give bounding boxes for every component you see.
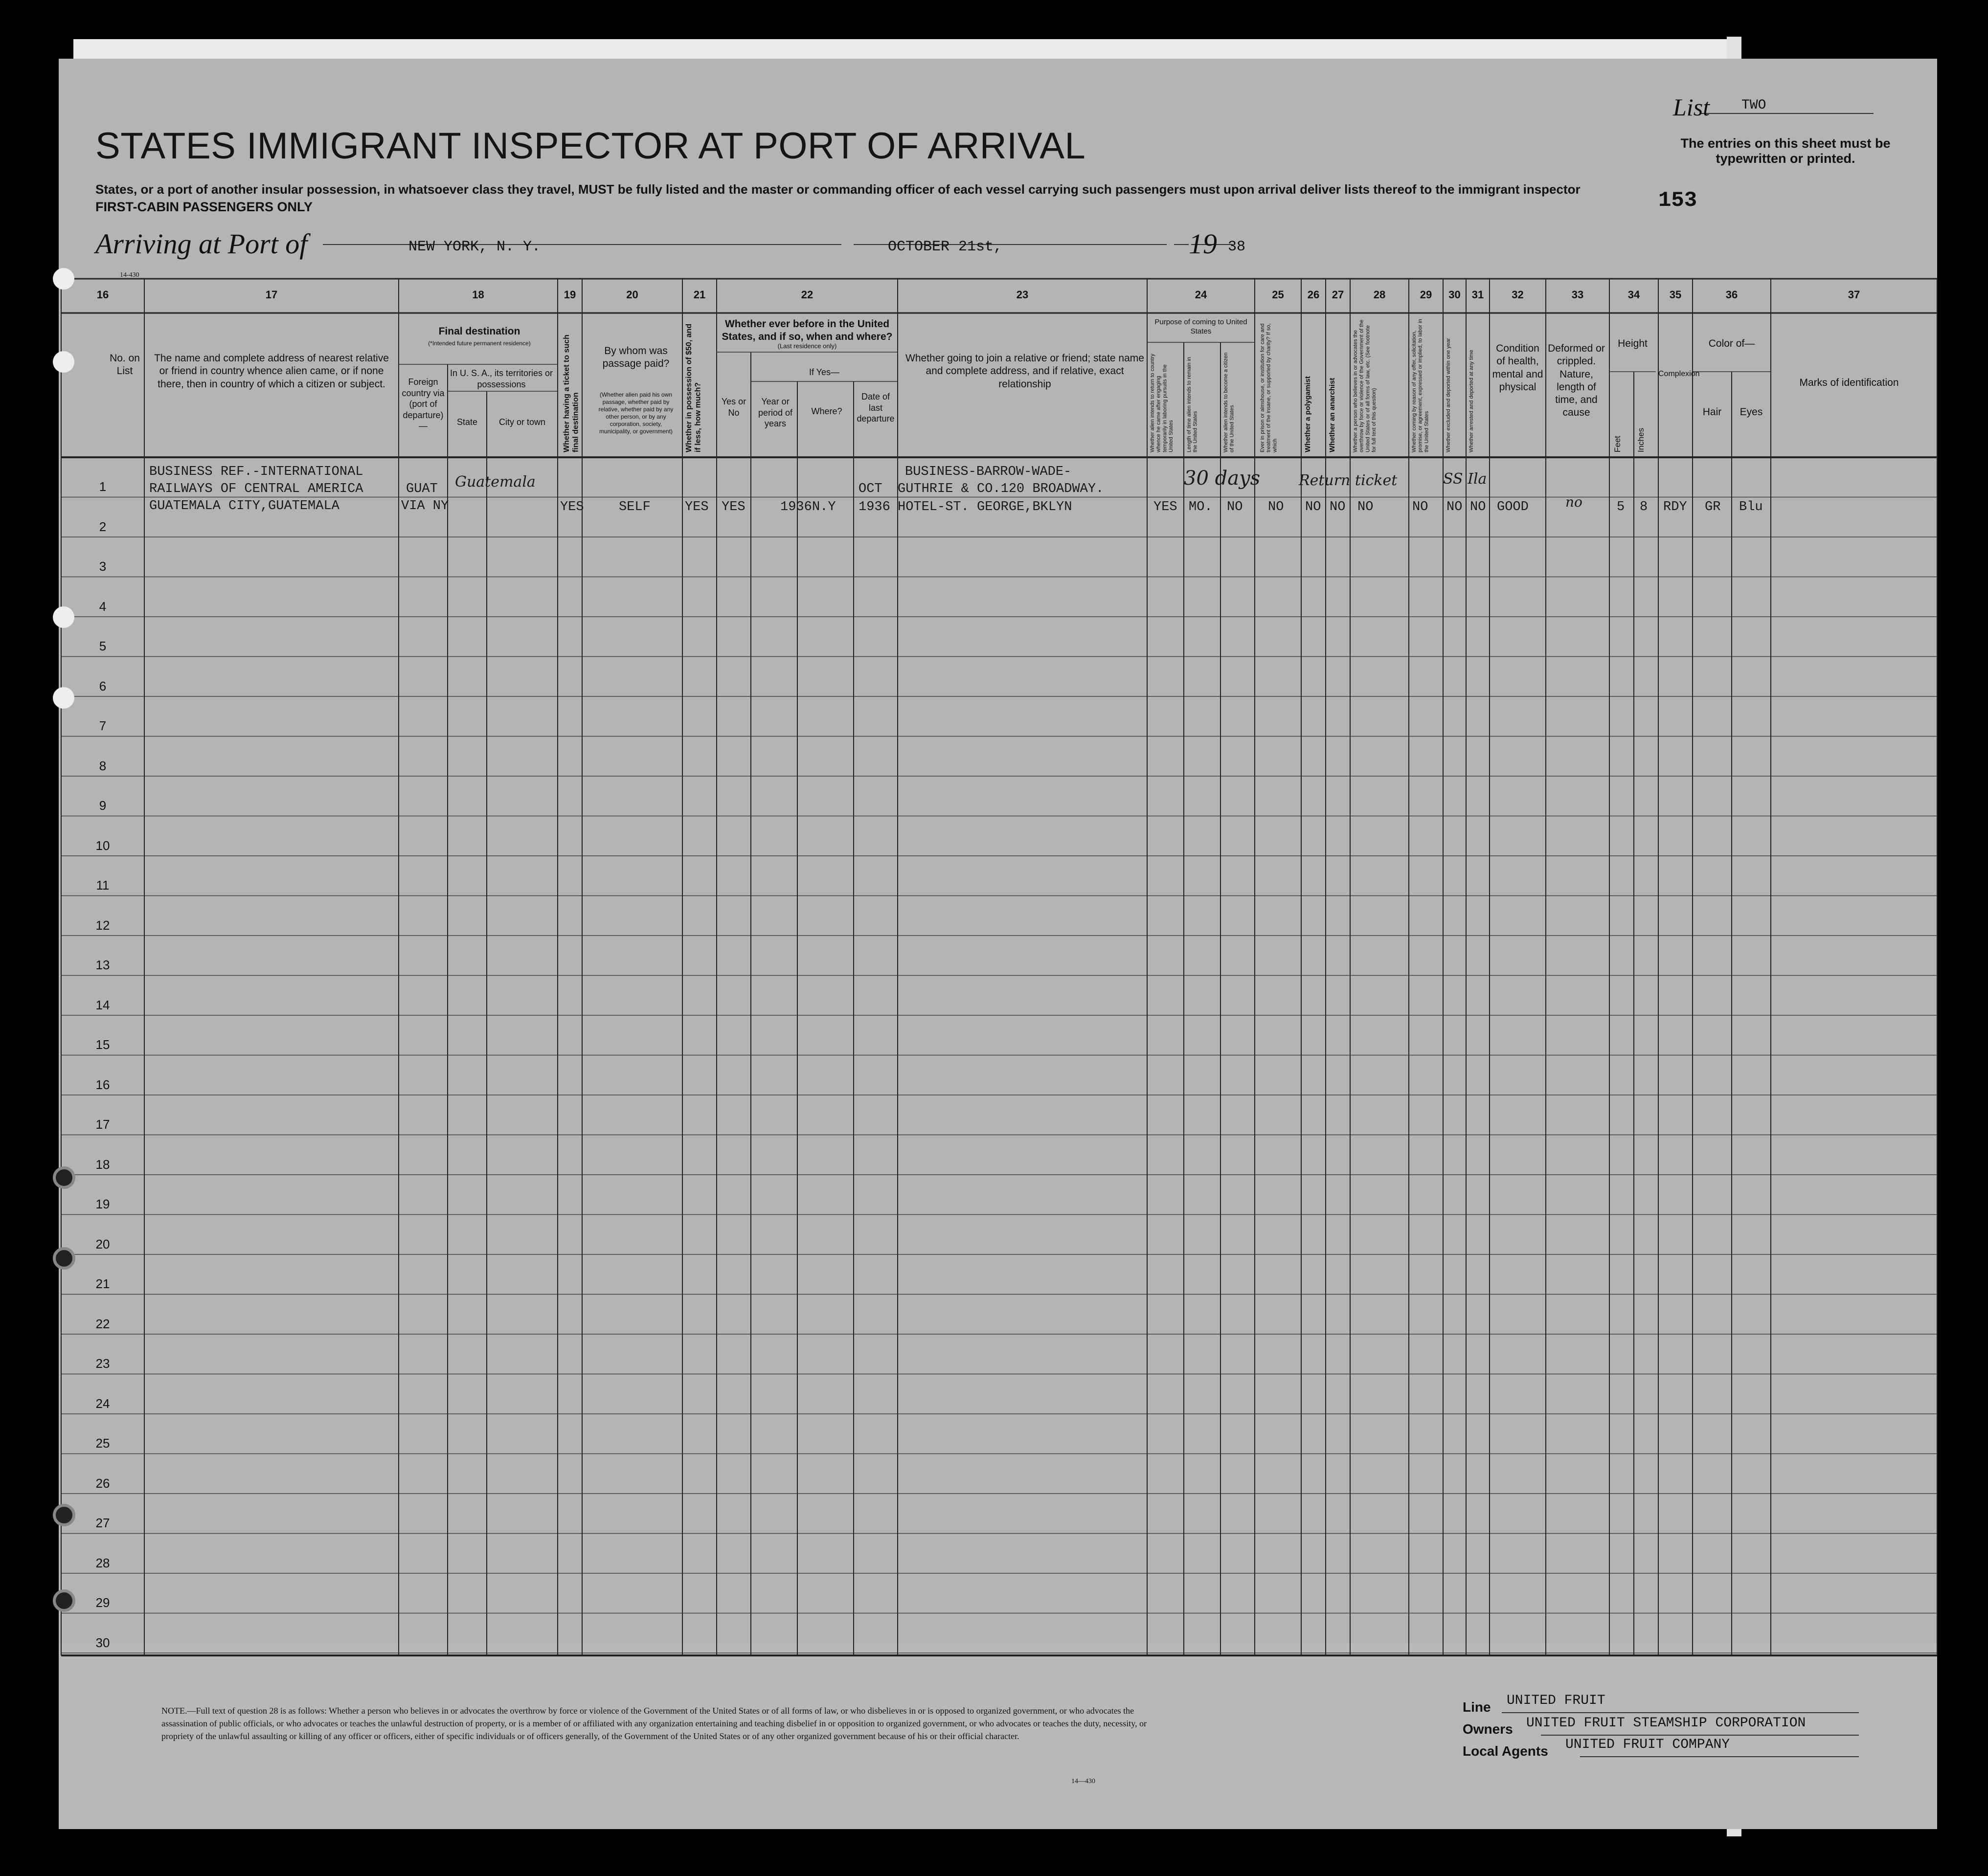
- joining-line-3: HOTEL-ST. GEORGE,BKLYN: [898, 500, 1072, 514]
- row-number: 30: [95, 1635, 110, 1650]
- polygamist-header: Whether a polygamist: [1304, 376, 1312, 452]
- column-number: 22: [801, 289, 813, 301]
- date-value: OCTOBER 21st,: [888, 239, 1003, 255]
- row-number: 12: [95, 917, 110, 933]
- citizen-value: NO: [1227, 500, 1243, 514]
- passage-paid-note: (Whether alien paid his own passage, whether paid by relative, whether paid by any other person, or by any corporation, society, municipality, or government): [598, 391, 674, 435]
- health-header: Condition of health, mental and physical: [1492, 343, 1543, 393]
- row-number: 9: [99, 798, 107, 813]
- deformed-value: no: [1565, 494, 1582, 510]
- row-number: 15: [95, 1037, 110, 1052]
- return-value: YES: [1153, 500, 1177, 514]
- punch-hole: [53, 351, 74, 373]
- overthrow-header: Whether a person who believes in or advocates the overthrow by force or violence of the Government of the United States or of all forms of law, etc. (See footnote for full text of this question): [1353, 319, 1377, 452]
- row-number: 3: [99, 559, 107, 574]
- typewritten-note: The entries on this sheet must be typewritten or printed.: [1680, 136, 1891, 166]
- purpose-citizen-header: Whether alien intends to become a citizen of the United States: [1223, 352, 1235, 452]
- state-header: State: [456, 417, 478, 427]
- row-number: 18: [95, 1157, 110, 1172]
- foreign-country-header: Foreign country via (port of departure)—: [402, 377, 445, 431]
- passage-paid-header: By whom was passage paid?: [602, 345, 670, 370]
- labor-offer-value: NO: [1412, 500, 1428, 514]
- labor-offer-header: Whether coming by reason of any offer, solicitation, promise, or agreement, expressed or implied, to labor in the United States: [1411, 319, 1430, 452]
- row-number: 16: [95, 1077, 110, 1092]
- relative-line-2: RAILWAYS OF CENTRAL AMERICA: [149, 482, 363, 496]
- foreign-country-line-1: GUAT: [406, 482, 438, 496]
- column-number: 16: [96, 289, 109, 301]
- joining-header: Whether going to join a relative or friend; state name and complete address, and if relative, exact relationship: [905, 353, 1144, 390]
- before-in-us-note: (Last residence only): [777, 342, 837, 350]
- final-destination-note: (*Intended future permanent residence): [428, 340, 531, 347]
- first-cabin-label: FIRST-CABIN PASSENGERS ONLY: [95, 200, 313, 214]
- joining-line-2: GUTHRIE & CO.120 BROADWAY.: [898, 482, 1104, 496]
- footer-form-code: 14—430: [1071, 1778, 1095, 1785]
- complexion-value: RDY: [1663, 500, 1687, 514]
- column-number: 35: [1669, 289, 1682, 301]
- column-number: 26: [1307, 289, 1320, 301]
- relative-line-1: BUSINESS REF.-INTERNATIONAL: [149, 465, 363, 479]
- handwritten-ticket: Return ticket: [1299, 472, 1398, 489]
- departure-date-header: Date of last departure: [857, 392, 895, 424]
- punch-hole: [53, 268, 74, 290]
- feet-header: Feet: [1613, 435, 1622, 452]
- where-header: Where?: [811, 406, 842, 416]
- column-number: 28: [1373, 289, 1386, 301]
- handwritten-length: 30 days: [1184, 467, 1261, 490]
- row-number: 2: [99, 519, 107, 534]
- column-number: 34: [1627, 289, 1640, 301]
- no-on-list-header: No. on List: [110, 353, 140, 377]
- row-number: 8: [99, 758, 107, 773]
- form-title: STATES IMMIGRANT INSPECTOR AT PORT OF ARRIVAL: [95, 125, 1086, 167]
- foreign-country-line-2: VIA NY: [401, 499, 449, 514]
- paid-by-value: SELF: [619, 500, 651, 514]
- arriving-label: Arriving at Port of: [95, 228, 308, 260]
- feet-value: 5: [1617, 500, 1625, 514]
- agents-label: Local Agents: [1463, 1743, 1548, 1759]
- row-number: 22: [95, 1316, 110, 1331]
- departure-month: OCT: [858, 482, 882, 496]
- health-value: GOOD: [1497, 500, 1529, 514]
- money-header: Whether in possession of $50, and if less, how much?: [685, 323, 702, 452]
- column-number: 24: [1195, 289, 1207, 301]
- column-number: 33: [1571, 289, 1584, 301]
- row-number: 6: [99, 678, 107, 693]
- row-number: 20: [95, 1236, 110, 1251]
- has-50-value: YES: [685, 500, 709, 514]
- row-number: 25: [95, 1436, 110, 1451]
- hair-header: Hair: [1702, 406, 1722, 418]
- before-in-us-header: Whether ever before in the United States, and if so, when and where?: [722, 318, 893, 343]
- color-header: Color of—: [1708, 338, 1755, 349]
- form-subtitle: States, or a port of another insular possession, in whatsoever class they travel, MUST be fully listed and the master or commanding officer of each vessel carrying such passengers must upon arrival deliver lists thereof to the immigrant inspector: [95, 182, 1581, 197]
- prison-value: NO: [1268, 500, 1284, 514]
- row-number: 1: [99, 479, 107, 494]
- row-number: 5: [99, 639, 107, 653]
- excluded-value: NO: [1446, 500, 1463, 514]
- anarchist-value: NO: [1330, 500, 1346, 514]
- joining-line-1: BUSINESS-BARROW-WADE-: [905, 465, 1072, 479]
- hair-value: GR: [1705, 500, 1721, 514]
- row-number: 14: [95, 997, 110, 1012]
- year-suffix: 38: [1228, 239, 1246, 255]
- eyes-value: Blu: [1739, 500, 1763, 514]
- where-value: N.Y: [812, 500, 836, 514]
- height-header: Height: [1618, 338, 1648, 349]
- overthrow-value: NO: [1357, 500, 1374, 514]
- row-number: 10: [95, 838, 110, 853]
- relative-header: The name and complete address of nearest relative or friend in country whence alien came, or if none there, then in country of which a citizen or subject.: [154, 353, 389, 390]
- column-number: 23: [1016, 289, 1029, 301]
- purpose-return-header: Whether alien intends to return to country whence he came after engaging temporarily in laboring pursuits in the United States: [1150, 354, 1174, 452]
- purpose-header: Purpose of coming to United States: [1154, 318, 1247, 335]
- column-number: 29: [1420, 289, 1432, 301]
- sheet-number: 153: [1658, 188, 1697, 213]
- marks-header: Marks of identification: [1799, 377, 1899, 388]
- polygamist-value: NO: [1305, 500, 1321, 514]
- owners-label: Owners: [1463, 1721, 1513, 1737]
- column-number: 17: [265, 289, 278, 301]
- ticket-header: Whether having a ticket to such final destination: [563, 335, 580, 452]
- list-value: TWO: [1741, 98, 1766, 113]
- city-header: City or town: [498, 417, 546, 427]
- row-number: 29: [95, 1595, 110, 1610]
- footnote: NOTE.—Full text of question 28 is as follows: Whether a person who believes in or advocates the overthrow by force or violence of the Government of the United States or of all forms of law, or who disbelieves in or is opposed to organized government, or who advocates the assassination of public officials, or who advocates or teaches the unlawful destruction of property, or is a member of or affiliated with any organization entertaining and teaching disbelief in or opposition to organized government, or who advocates or teaches the duty, necessity, or propriety of the unlawful assaulting or killing of any officer or officers, either of specific individuals or of officers generally, of the Government of the United States or of any other organized government because of his or their official character.: [161, 1706, 1147, 1742]
- row-number: 11: [96, 878, 110, 893]
- line-label: Line: [1463, 1699, 1491, 1715]
- line-value: UNITED FRUIT: [1507, 1693, 1605, 1708]
- departure-year: 1936: [858, 500, 890, 514]
- handwritten-destination: Guatemala: [455, 473, 536, 491]
- column-number: 27: [1332, 289, 1344, 301]
- column-number: 21: [693, 289, 706, 301]
- final-destination-header: Final destination: [438, 326, 520, 337]
- row-number: 27: [95, 1516, 110, 1530]
- anarchist-header: Whether an anarchist: [1328, 378, 1336, 452]
- year-value: 1936: [780, 500, 812, 514]
- column-number: 37: [1848, 289, 1860, 301]
- port-value: NEW YORK, N. Y.: [408, 239, 541, 255]
- row-number: 26: [95, 1475, 110, 1491]
- handwritten-ship: SS Ila: [1443, 470, 1487, 488]
- year-prefix: 19: [1189, 228, 1217, 260]
- inches-header: Inches: [1636, 427, 1646, 452]
- ticket-value: YES: [560, 500, 584, 514]
- list-label: List: [1673, 93, 1710, 121]
- yes-no-header: Yes or No: [721, 397, 746, 418]
- relative-line-3: GUATEMALA CITY,GUATEMALA: [149, 499, 339, 514]
- column-number: 32: [1512, 289, 1524, 301]
- deformed-header: Deformed or crippled. Nature, length of time, and cause: [1548, 343, 1605, 419]
- complexion-header: Complexion: [1658, 370, 1700, 378]
- arrested-header: Whether arrested and deported at any time: [1468, 350, 1474, 452]
- purpose-length-header: Length of time alien intends to remain in the United States: [1186, 357, 1198, 452]
- column-number: 25: [1272, 289, 1284, 301]
- column-number: 19: [564, 289, 576, 301]
- before-in-us-value: YES: [722, 500, 746, 514]
- column-number: 18: [472, 289, 484, 301]
- column-number: 20: [626, 289, 638, 301]
- row-number: 19: [95, 1197, 110, 1211]
- row-number: 23: [95, 1356, 110, 1371]
- length-value: MO.: [1189, 500, 1213, 514]
- row-number: 7: [99, 718, 107, 733]
- row-number: 4: [99, 599, 107, 614]
- eyes-header: Eyes: [1740, 406, 1763, 418]
- if-yes-header: If Yes—: [809, 367, 840, 377]
- column-number: 31: [1471, 289, 1484, 301]
- owners-value: UNITED FRUIT STEAMSHIP CORPORATION: [1526, 1716, 1806, 1731]
- column-number: 36: [1725, 289, 1738, 301]
- excluded-header: Whether excluded and deported within one year: [1446, 338, 1451, 452]
- row-number: 13: [95, 958, 110, 972]
- prison-header: Ever in prison or almshouse, or institution for care and treatment of the insane, or supported by charity? If so, which: [1260, 323, 1278, 452]
- inches-value: 8: [1640, 500, 1648, 514]
- year-header: Year or period of years: [758, 397, 793, 428]
- form-code: 14-430: [120, 271, 139, 279]
- arrested-value: NO: [1470, 500, 1486, 514]
- agents-value: UNITED FRUIT COMPANY: [1565, 1737, 1730, 1752]
- row-number: 24: [95, 1396, 110, 1411]
- usa-header: In U. S. A., its territories or possessions: [450, 368, 553, 389]
- row-number: 21: [95, 1276, 110, 1291]
- column-number: 30: [1448, 289, 1461, 301]
- row-number: 17: [95, 1117, 110, 1132]
- row-number: 28: [95, 1555, 110, 1570]
